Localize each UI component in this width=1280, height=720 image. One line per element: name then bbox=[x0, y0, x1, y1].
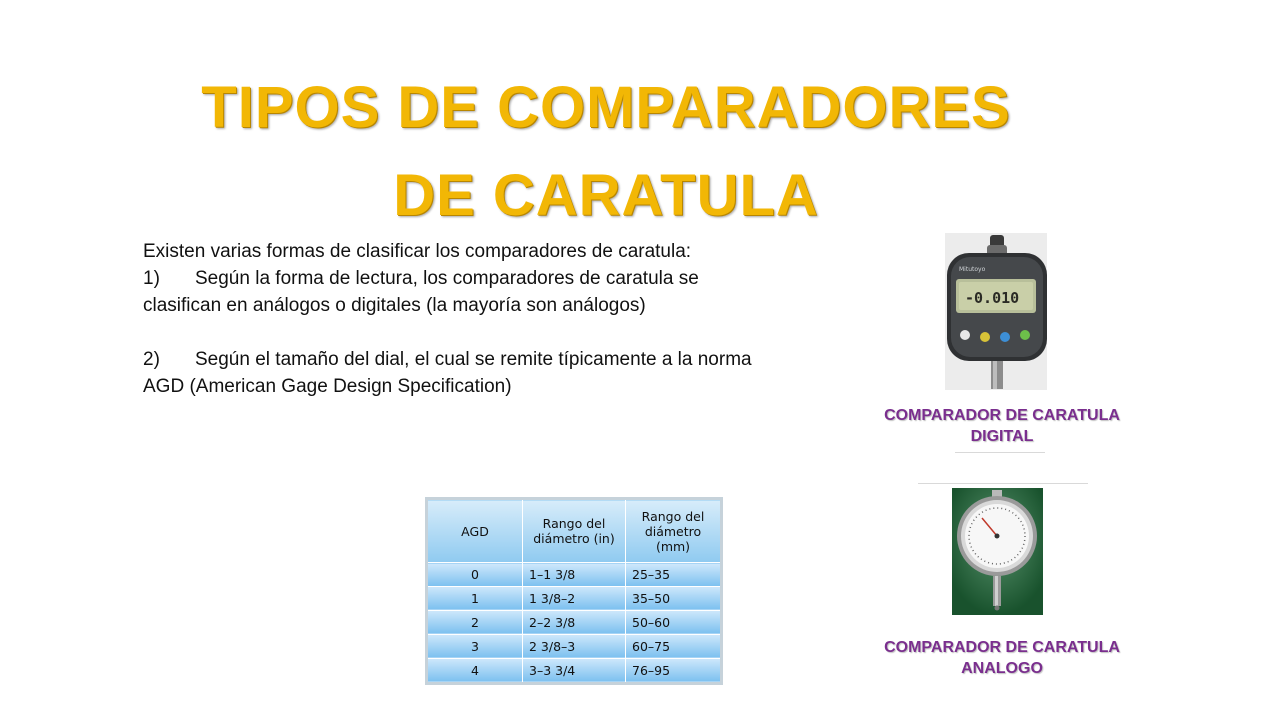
analog-indicator-image bbox=[952, 488, 1043, 615]
list-text-1: Según la forma de lectura, los comparadores de caratula se clasifican en análogos o digitales (la mayoría son análogos) bbox=[143, 268, 699, 316]
table-row bbox=[427, 563, 722, 587]
table-row bbox=[427, 586, 722, 610]
analog-indicator-drawing bbox=[952, 488, 1043, 615]
cell-range-in: 2–2 3/8 bbox=[523, 610, 626, 634]
agd-table bbox=[425, 497, 723, 685]
table-row bbox=[427, 610, 722, 634]
cell-range-mm: 60–75 bbox=[626, 634, 722, 658]
lcd-reading: -0.010 bbox=[965, 289, 1020, 307]
cell-range-mm: 50–60 bbox=[626, 610, 722, 634]
cell-range-in: 1 3/8–2 bbox=[523, 586, 626, 610]
digital-indicator-image bbox=[945, 233, 1047, 390]
cell-agd: 4 bbox=[427, 658, 523, 683]
cell-agd: 0 bbox=[427, 563, 523, 587]
cell-range-in: 3–3 3/4 bbox=[523, 658, 626, 683]
cell-agd: 1 bbox=[427, 586, 523, 610]
divider-line bbox=[918, 483, 1088, 484]
title-line-2: DE CARATULA bbox=[393, 163, 819, 228]
cell-agd: 3 bbox=[427, 634, 523, 658]
table-row bbox=[427, 658, 722, 683]
header-agd: AGD bbox=[427, 499, 523, 563]
cell-range-mm: 76–95 bbox=[626, 658, 722, 683]
brand-label: Mitutoyo bbox=[959, 266, 986, 273]
cell-range-in: 1–1 3/8 bbox=[523, 563, 626, 587]
cell-agd: 2 bbox=[427, 610, 523, 634]
digital-caption: COMPARADOR DE CARATULA DIGITAL bbox=[884, 407, 1120, 445]
cell-range-mm: 35–50 bbox=[626, 586, 722, 610]
header-range-mm: Rango del diámetro (mm) bbox=[626, 499, 722, 563]
cell-range-mm: 25–35 bbox=[626, 563, 722, 587]
list-item-1 bbox=[143, 265, 753, 319]
list-item-2 bbox=[143, 346, 753, 400]
list-number-1: 1) bbox=[143, 268, 160, 289]
header-range-in: Rango del diámetro (in) bbox=[523, 499, 626, 563]
title-line-1: TIPOS DE COMPARADORES bbox=[201, 75, 1011, 140]
list-number-2: 2) bbox=[143, 349, 160, 370]
body-text bbox=[143, 238, 753, 400]
divider-line bbox=[955, 452, 1045, 453]
cell-range-in: 2 3/8–3 bbox=[523, 634, 626, 658]
list-text-2: Según el tamaño del dial, el cual se remite típicamente a la norma AGD (American Gage Design Specification) bbox=[143, 349, 752, 397]
table-row bbox=[427, 634, 722, 658]
table-header-row bbox=[427, 499, 722, 563]
intro-text: Existen varias formas de clasificar los comparadores de caratula: bbox=[143, 241, 692, 262]
analog-caption: COMPARADOR DE CARATULA ANALOGO bbox=[884, 639, 1120, 677]
digital-indicator-drawing bbox=[945, 233, 1047, 390]
